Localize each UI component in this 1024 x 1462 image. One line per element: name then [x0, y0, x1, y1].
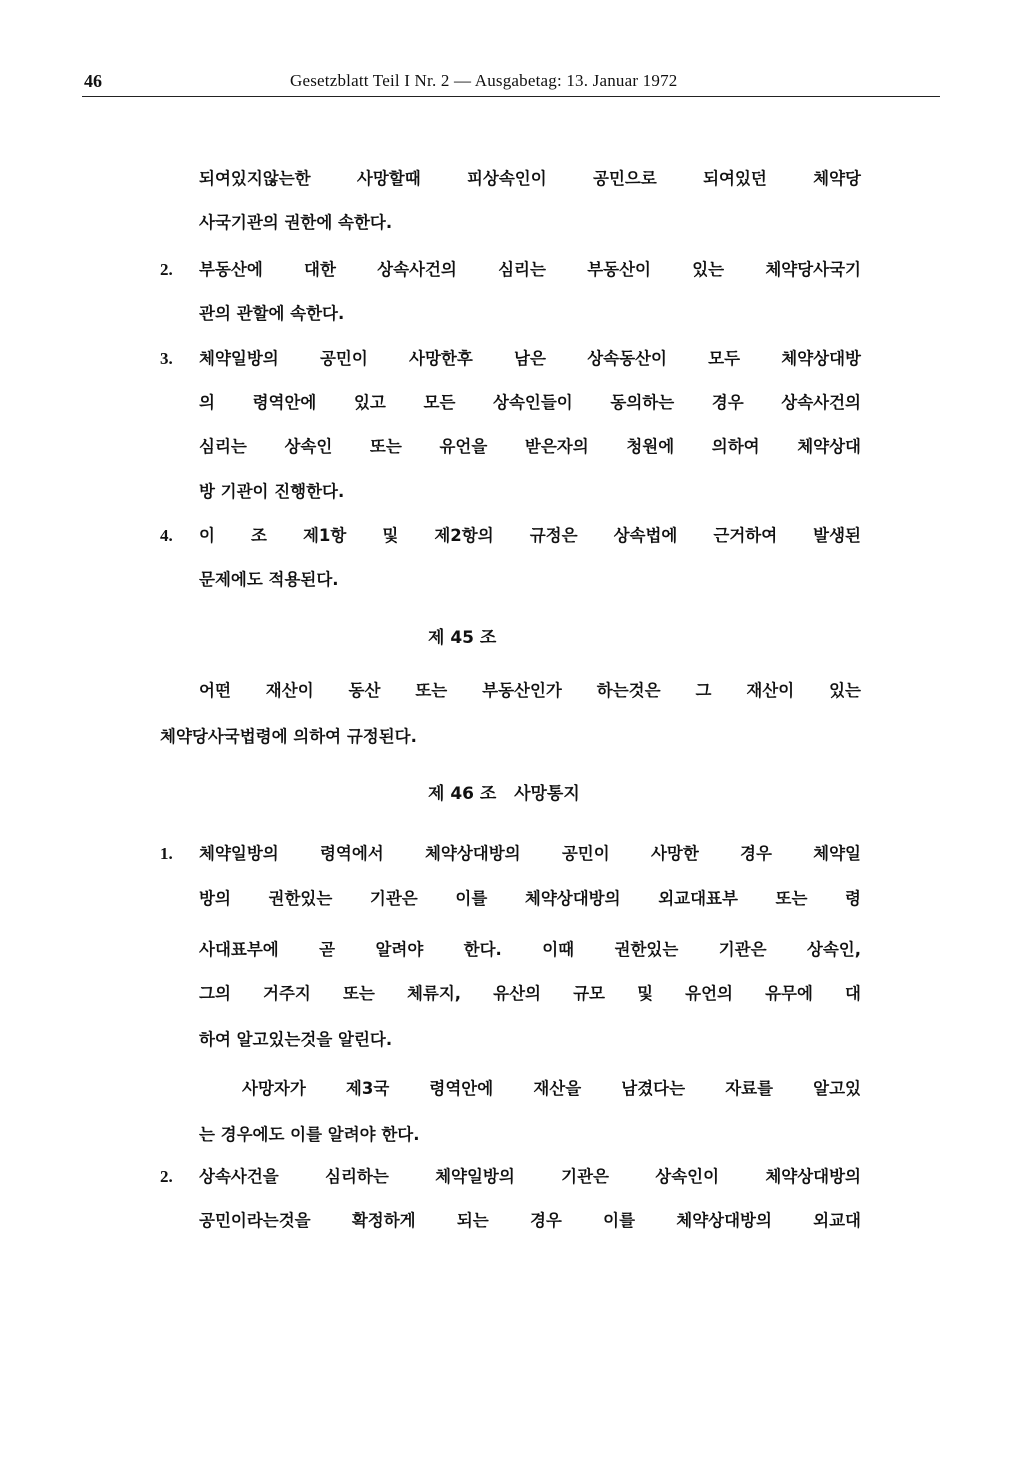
item-number: 3. — [160, 349, 173, 368]
item-number: 4. — [160, 526, 173, 545]
text-line: 방 기관이 진행한다. — [199, 482, 345, 501]
text-line: 관의 관할에 속한다. — [199, 304, 345, 323]
page-header — [82, 66, 940, 97]
text-line: 방의 권한있는 기관은 이를 체약상대방의 외교대표부 또는 령 — [199, 889, 861, 908]
text-line: 체약당사국법령에 의하여 규정된다. — [160, 727, 417, 746]
page-number: 46 — [84, 71, 102, 91]
text-line: 문제에도 적용된다. — [199, 570, 339, 589]
text-line: 체약일방의 령역에서 체약상대방의 공민이 사망한 경우 체약일 — [199, 844, 861, 863]
text-line: 사망자가 제3국 령역안에 재산을 남겼다는 자료를 알고있 — [242, 1079, 861, 1098]
item-number: 2. — [160, 1167, 173, 1186]
text-line: 부동산에 대한 상속사건의 심리는 부동산이 있는 체약당사국기 — [199, 260, 861, 279]
text-line: 의 령역안에 있고 모든 상속인들이 동의하는 경우 상속사건의 — [199, 393, 861, 412]
text-line: 그의 거주지 또는 체류지, 유산의 규모 및 유언의 유무에 대 — [199, 984, 861, 1003]
text-line: 어떤 재산이 동산 또는 부동산인가 하는것은 그 재산이 있는 — [199, 681, 861, 700]
text-line: 는 경우에도 이를 알려야 한다. — [199, 1125, 420, 1144]
item-number: 1. — [160, 844, 173, 863]
article-heading: 제 46 조 사망통지 — [428, 784, 580, 804]
text-line: 되여있지않는한 사망할때 피상속인이 공민으로 되여있던 체약당 — [199, 169, 861, 188]
text-line: 공민이라는것을 확정하게 되는 경우 이를 체약상대방의 외교대 — [199, 1211, 861, 1230]
article-heading: 제 45 조 — [428, 628, 497, 648]
item-number: 2. — [160, 260, 173, 279]
text-line: 사국기관의 권한에 속한다. — [199, 213, 393, 232]
text-line: 사대표부에 곧 알려야 한다. 이때 권한있는 기관은 상속인, — [199, 940, 861, 959]
text-line: 상속사건을 심리하는 체약일방의 기관은 상속인이 체약상대방의 — [199, 1167, 861, 1186]
running-head: Gesetzblatt Teil I Nr. 2 — Ausgabetag: 13. Januar 1972 — [290, 71, 678, 90]
text-line: 이 조 제1항 및 제2항의 규정은 상속법에 근거하여 발생된 — [199, 526, 861, 545]
text-line: 심리는 상속인 또는 유언을 받은자의 청원에 의하여 체약상대 — [199, 437, 861, 456]
text-line: 하여 알고있는것을 알린다. — [199, 1030, 393, 1049]
text-line: 체약일방의 공민이 사망한후 남은 상속동산이 모두 체약상대방 — [199, 349, 861, 368]
